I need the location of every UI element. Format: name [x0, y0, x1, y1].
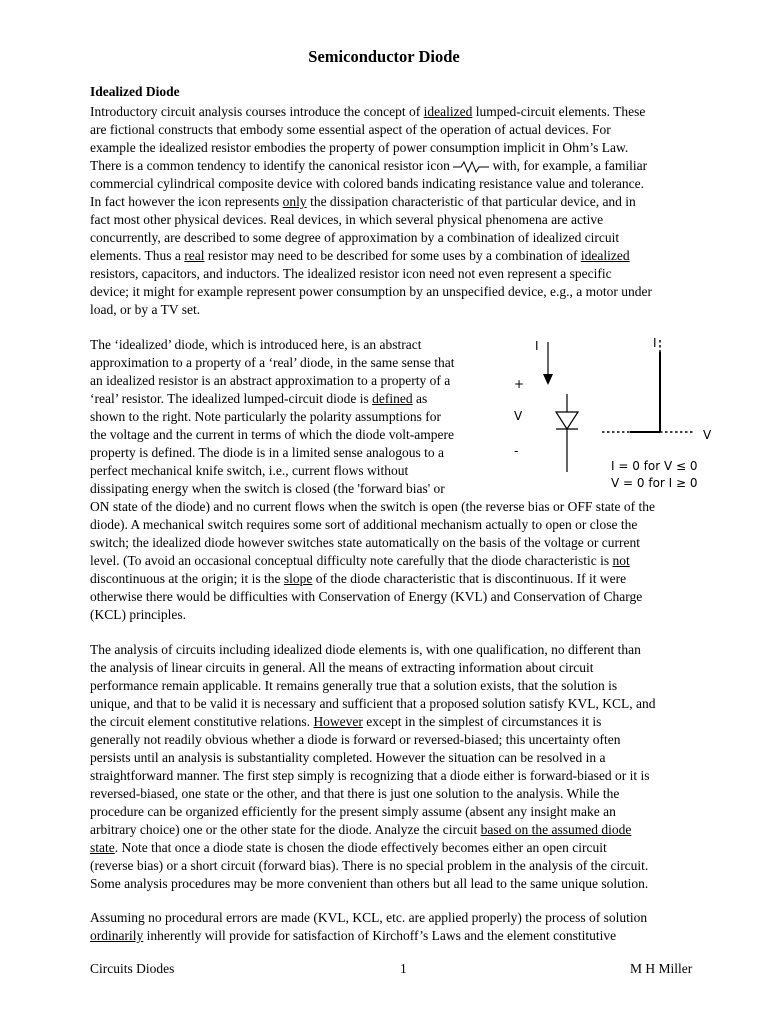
axis-i-label: I [653, 336, 657, 350]
current-label: I [535, 339, 539, 353]
text-line: ON state of the diode) and no current flows when the switch is open (the reverse bias or OFF state of the [90, 499, 655, 514]
text-line: example the idealized resistor embodies the property of power consumption implicit in Ohm’s Law. [90, 140, 629, 155]
paragraph-procedural [90, 909, 647, 945]
text-line: (KCL) principles. [90, 607, 186, 622]
text-line: resistors, capacitors, and inductors. The idealized resistor icon need not even represent a specific [90, 266, 612, 281]
text-line: diode). A mechanical switch requires some sort of additional mechanism actually to open or close the [90, 517, 638, 532]
text-line: fact most other physical devices. Real devices, in which several physical phenomena are active [90, 212, 604, 227]
text-line: load, or by a TV set. [90, 302, 201, 317]
text-line: unique, and that to be valid it is necessary and sufficient that a proposed solution satisfy KVL, KCL, and [90, 696, 656, 711]
text-line: The analysis of circuits including idealized diode elements is, with one qualification, no different than [90, 642, 641, 657]
text-line: switch; the idealized diode however switches state automatically on the basis of the voltage or current [90, 535, 640, 550]
text-line: generally not readily obvious whether a diode is forward or reversed-biased; this uncertainty often [90, 732, 621, 747]
text-line: procedure can be organized efficiently for the present simply assume (absent any insight make an [90, 804, 616, 819]
rule-reverse: I = 0 for V ≤ 0 [611, 459, 698, 473]
text-line: commercial cylindrical composite device with colored bands indicating resistance value and tolerance. [90, 176, 645, 191]
text-line: Introductory circuit analysis courses introduce the concept of idealized lumped-circuit elements. These [90, 104, 646, 119]
plus-sign: + [514, 377, 525, 391]
resistor-icon [453, 161, 489, 173]
text-line: discontinuous at the origin; it is the slope of the diode characteristic that is discontinuous. If it were [90, 571, 627, 586]
text-line: the analysis of linear circuits in general. All the means of extracting information about circuit [90, 660, 594, 675]
paragraph-intro [90, 103, 652, 319]
text-line: property is defined. The diode is in a limited sense analogous to a [90, 445, 445, 460]
text-line: arbitrary choice) one or the other state for the diode. Analyze the circuit based on the assumed diode [90, 822, 632, 837]
text-line: the voltage and the current in terms of which the diode volt-ampere [90, 427, 454, 442]
footer-page-number: 1 [400, 961, 407, 976]
text-line: The ‘idealized’ diode, which is introduced here, is an abstract [90, 337, 422, 352]
text-line: dissipating energy when the switch is closed (the 'forward bias' or [90, 481, 445, 496]
page-title: Semiconductor Diode [308, 47, 460, 66]
footer-author: M H Miller [630, 961, 693, 976]
footer-left: Circuits Diodes [90, 961, 175, 976]
text-line: performance remain applicable. It remains generally true that a solution exists, that the solution is [90, 678, 618, 693]
diode-symbol [543, 342, 578, 472]
rule-forward: V = 0 for I ≥ 0 [611, 476, 698, 490]
text-line: level. (To avoid an occasional conceptual difficulty note carefully that the diode characteristic is not [90, 553, 630, 568]
text-line: ordinarily inherently will provide for satisfaction of Kirchoff’s Laws and the element constitutive [90, 928, 617, 943]
text-line: perfect mechanical knife switch, i.e., current flows without [90, 463, 409, 478]
minus-sign: - [514, 444, 519, 458]
text-line: concurrently, are described to some degree of approximation by a combination of idealized circuit [90, 230, 620, 245]
text-line: Some analysis procedures may be more convenient than others but all lead to the same unique solution. [90, 876, 649, 891]
text-line: device; it might for example represent power consumption by an unspecified device, e.g., a motor under [90, 284, 652, 299]
text-line: (reverse bias) or a short circuit (forward bias). There is no special problem in the analysis of the circuit. [90, 858, 649, 873]
voltage-label: V [514, 409, 523, 423]
vi-characteristic [602, 340, 695, 432]
text-line: are fictional constructs that embody some essential aspect of the operation of actual devices. For [90, 122, 611, 137]
text-line: shown to the right. Note particularly the polarity assumptions for [90, 409, 441, 424]
text-line: an idealized resistor is an abstract approximation to a property of a [90, 373, 451, 388]
text-line: state. Note that once a diode state is chosen the diode effectively becomes either an open circuit [90, 840, 607, 855]
diode-figure [505, 332, 730, 497]
text-line: the circuit element constitutive relations. However except in the simplest of circumstances it is [90, 714, 602, 729]
text-line: ‘real’ resistor. The idealized lumped-circuit diode is defined as [90, 391, 428, 406]
text-line: approximation to a property of a ‘real’ diode, in the same sense that [90, 355, 455, 370]
paragraph-analysis [90, 641, 656, 893]
section-heading: Idealized Diode [90, 84, 180, 99]
text-line: persists until an analysis is substantiality completed. However the situation can be resolved in a [90, 750, 606, 765]
text-line: otherwise there would be difficulties with Conservation of Energy (KVL) and Conservation of Charge [90, 589, 643, 604]
axis-v-label: V [703, 428, 712, 442]
text-line: reversed-biased, one state or the other, and that there is just one solution to the analysis. While the [90, 786, 620, 801]
text-line: There is a common tendency to identify the canonical resistor icon with, for example, a familiar [90, 158, 648, 173]
text-line: straightforward manner. The first step simply is recognizing that a diode either is forward-biased or it is [90, 768, 650, 783]
text-line: In fact however the icon represents only the dissipation characteristic of that particular device, and in [90, 194, 636, 209]
text-line: Assuming no procedural errors are made (KVL, KCL, etc. are applied properly) the process of solution [90, 910, 648, 925]
text-line: elements. Thus a real resistor may need to be described for some uses by a combination of idealized [90, 248, 630, 263]
